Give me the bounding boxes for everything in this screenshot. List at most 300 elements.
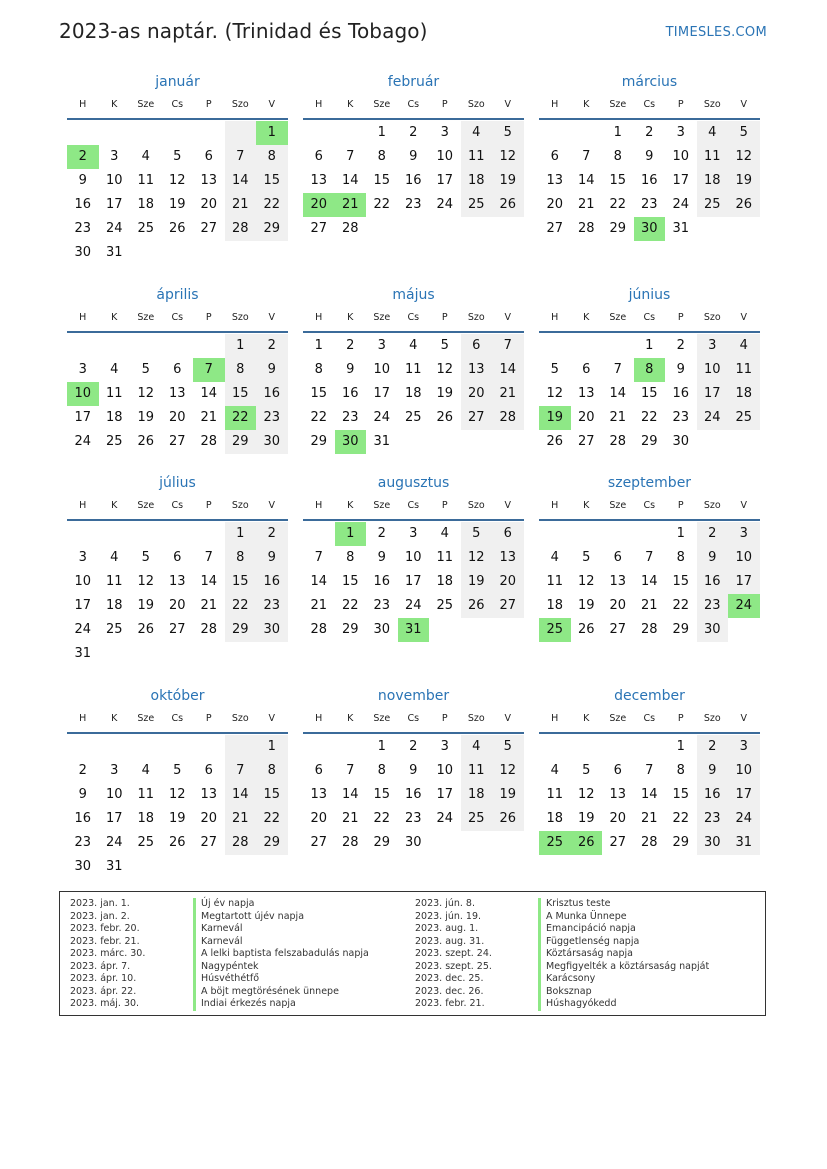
weekday-label: Cs (407, 312, 420, 323)
day-cell: 14 (310, 574, 328, 589)
day-cell: 15 (256, 169, 288, 193)
day-cell: 6 (582, 362, 591, 377)
day-cell: 26 (168, 835, 186, 850)
weekday-label: Szo (703, 99, 721, 110)
day-cell: 21 (640, 811, 658, 826)
day-cell: 27 (492, 594, 524, 618)
day-cell: 24 (728, 807, 760, 831)
day-cell: 10 (672, 149, 690, 164)
month-name: június (628, 287, 671, 303)
day-cell: 26 (577, 622, 595, 637)
day-cell: 29 (225, 618, 257, 642)
day-cell: 30 (697, 618, 729, 642)
day-cell: 21 (492, 382, 524, 406)
empty-day-cell (225, 121, 257, 145)
legend-holiday-name: Karnevál (193, 923, 369, 936)
day-cell: 7 (204, 550, 213, 565)
day-cell: 11 (105, 574, 123, 589)
day-cell: 30 (672, 434, 690, 449)
days-grid (303, 121, 524, 241)
month-name: október (150, 688, 205, 704)
day-cell: 31 (373, 434, 391, 449)
holiday-day-cell: 21 (335, 193, 367, 217)
day-cell: 28 (200, 622, 218, 637)
day-cell: 13 (609, 787, 627, 802)
day-cell: 26 (546, 434, 564, 449)
day-cell: 8 (256, 759, 288, 783)
day-cell: 21 (225, 807, 257, 831)
day-cell: 23 (373, 598, 391, 613)
weekday-label: Szo (231, 312, 249, 323)
legend-holiday-name: Nagypéntek (193, 961, 369, 974)
weekday-label: Sze (373, 312, 391, 323)
brand-link[interactable]: TIMESLES.COM (665, 25, 767, 40)
day-cell: 22 (373, 811, 391, 826)
weekday-label: H (315, 713, 323, 724)
day-cell: 13 (310, 787, 328, 802)
legend-date: 2023. márc. 30. (70, 948, 146, 959)
day-cell: 13 (546, 173, 564, 188)
day-cell: 4 (409, 338, 418, 353)
day-cell: 1 (645, 338, 654, 353)
weekday-label: P (441, 713, 448, 724)
weekday-label: V (740, 500, 747, 511)
day-cell: 6 (314, 763, 323, 778)
empty-day-cell (193, 522, 225, 546)
weekday-label: V (504, 500, 511, 511)
weekday-label: K (111, 713, 118, 724)
day-cell: 23 (74, 835, 92, 850)
day-cell: 13 (310, 173, 328, 188)
legend-date: 2023. jún. 19. (415, 910, 482, 922)
day-cell: 28 (225, 831, 257, 855)
empty-day-cell (193, 334, 225, 358)
empty-day-cell (162, 735, 194, 759)
day-cell: 2 (409, 739, 418, 754)
day-cell: 18 (546, 598, 564, 613)
days-grid (539, 334, 760, 454)
day-cell: 10 (697, 358, 729, 382)
day-cell: 9 (78, 173, 87, 188)
day-cell: 28 (310, 622, 328, 637)
page-title: 2023-as naptár. (Trinidad és Tobago) (59, 19, 428, 43)
day-cell: 16 (74, 197, 92, 212)
day-cell: 18 (105, 410, 123, 425)
day-cell: 29 (609, 221, 627, 236)
day-cell: 16 (341, 386, 359, 401)
day-cell: 6 (613, 550, 622, 565)
day-cell: 5 (173, 149, 182, 164)
day-cell: 25 (105, 434, 123, 449)
day-cell: 8 (676, 550, 685, 565)
day-cell: 8 (225, 546, 257, 570)
weekday-label: V (740, 99, 747, 110)
day-cell: 24 (672, 197, 690, 212)
empty-day-cell (130, 121, 162, 145)
day-cell: 28 (640, 835, 658, 850)
day-cell: 15 (310, 386, 328, 401)
empty-day-cell (539, 735, 571, 759)
month-name: július (159, 475, 196, 491)
legend-date: 2023. szept. 24. (415, 948, 492, 959)
day-cell: 3 (440, 125, 449, 140)
weekday-label: Cs (171, 99, 184, 110)
legend-date: 2023. febr. 21. (70, 935, 140, 947)
empty-day-cell (162, 522, 194, 546)
weekday-header (539, 311, 760, 333)
holiday-day-cell: 31 (398, 618, 430, 642)
day-cell: 20 (492, 570, 524, 594)
day-cell: 17 (436, 173, 454, 188)
legend-date: 2023. jún. 8. (415, 898, 476, 909)
legend-holiday-name: Karnevál (193, 936, 369, 949)
day-cell: 26 (492, 193, 524, 217)
holiday-day-cell: 26 (571, 831, 603, 855)
weekday-label: Cs (171, 500, 184, 511)
day-cell: 27 (609, 835, 627, 850)
day-cell: 13 (200, 173, 218, 188)
legend-date: 2023. aug. 31. (415, 935, 485, 947)
day-cell: 6 (173, 550, 182, 565)
day-cell: 18 (697, 169, 729, 193)
day-cell: 22 (373, 197, 391, 212)
weekday-label: K (583, 500, 590, 511)
day-cell: 9 (409, 763, 418, 778)
day-cell: 22 (672, 811, 690, 826)
day-cell: 15 (609, 173, 627, 188)
day-cell: 28 (492, 406, 524, 430)
day-cell: 12 (436, 362, 454, 377)
weekday-label: V (504, 713, 511, 724)
weekday-label: Cs (643, 312, 656, 323)
holiday-day-cell: 25 (539, 831, 571, 855)
day-cell: 4 (141, 149, 150, 164)
day-cell: 3 (697, 334, 729, 358)
days-grid (539, 522, 760, 642)
day-cell: 22 (609, 197, 627, 212)
day-cell: 11 (697, 145, 729, 169)
day-cell: 26 (461, 594, 493, 618)
weekday-header (67, 712, 288, 734)
day-cell: 22 (640, 410, 658, 425)
day-cell: 5 (141, 550, 150, 565)
day-cell: 22 (310, 410, 328, 425)
empty-day-cell (225, 735, 257, 759)
day-cell: 25 (137, 835, 155, 850)
day-cell: 16 (404, 173, 422, 188)
day-cell: 21 (640, 598, 658, 613)
day-cell: 15 (225, 382, 257, 406)
day-cell: 6 (204, 763, 213, 778)
weekday-label: P (677, 500, 684, 511)
weekday-label: Szo (703, 312, 721, 323)
day-cell: 12 (168, 787, 186, 802)
month-name: április (156, 287, 199, 303)
weekday-label: Szo (703, 713, 721, 724)
days-grid (539, 121, 760, 241)
empty-day-cell (602, 735, 634, 759)
legend-holiday-name: Köztársaság napja (538, 948, 709, 961)
day-cell: 16 (373, 574, 391, 589)
day-cell: 11 (461, 145, 493, 169)
day-cell: 14 (225, 169, 257, 193)
day-cell: 25 (461, 193, 493, 217)
day-cell: 20 (461, 382, 493, 406)
day-cell: 14 (200, 386, 218, 401)
day-cell: 24 (74, 622, 92, 637)
day-cell: 10 (436, 149, 454, 164)
weekday-label: P (205, 99, 212, 110)
holiday-day-cell: 30 (335, 430, 367, 454)
day-cell: 17 (436, 787, 454, 802)
day-cell: 23 (697, 807, 729, 831)
weekday-label: H (551, 99, 559, 110)
day-cell: 10 (728, 546, 760, 570)
legend-date: 2023. febr. 21. (415, 998, 485, 1009)
day-cell: 28 (640, 622, 658, 637)
day-cell: 10 (105, 173, 123, 188)
weekday-label: H (79, 500, 87, 511)
day-cell: 5 (582, 763, 591, 778)
day-cell: 4 (550, 550, 559, 565)
empty-day-cell (571, 735, 603, 759)
day-cell: 5 (141, 362, 150, 377)
day-cell: 26 (137, 622, 155, 637)
empty-day-cell (634, 735, 666, 759)
day-cell: 8 (256, 145, 288, 169)
empty-day-cell (193, 735, 225, 759)
day-cell: 23 (697, 594, 729, 618)
day-cell: 5 (440, 338, 449, 353)
day-cell: 29 (310, 434, 328, 449)
day-cell: 18 (728, 382, 760, 406)
day-cell: 21 (200, 410, 218, 425)
day-cell: 14 (640, 787, 658, 802)
day-cell: 27 (609, 622, 627, 637)
weekday-label: H (315, 500, 323, 511)
day-cell: 1 (256, 735, 288, 759)
day-cell: 26 (137, 434, 155, 449)
day-cell: 18 (137, 811, 155, 826)
day-cell: 6 (173, 362, 182, 377)
day-cell: 1 (225, 334, 257, 358)
day-cell: 15 (256, 783, 288, 807)
day-cell: 5 (582, 550, 591, 565)
weekday-label: Sze (609, 500, 627, 511)
empty-day-cell (162, 334, 194, 358)
weekday-label: H (315, 99, 323, 110)
day-cell: 4 (461, 121, 493, 145)
weekday-label: V (268, 99, 275, 110)
day-cell: 18 (404, 386, 422, 401)
month-name: augusztus (377, 475, 450, 491)
day-cell: 21 (310, 598, 328, 613)
day-cell: 13 (168, 574, 186, 589)
empty-day-cell (67, 121, 99, 145)
legend-names-column-2 (538, 898, 709, 1011)
day-cell: 2 (346, 338, 355, 353)
day-cell: 8 (225, 358, 257, 382)
day-cell: 9 (645, 149, 654, 164)
weekday-label: K (347, 500, 354, 511)
day-cell: 23 (404, 197, 422, 212)
day-cell: 3 (377, 338, 386, 353)
weekday-label: Sze (137, 713, 155, 724)
empty-day-cell (99, 735, 131, 759)
empty-day-cell (130, 522, 162, 546)
day-cell: 26 (728, 193, 760, 217)
day-cell: 7 (346, 763, 355, 778)
weekday-label: K (111, 99, 118, 110)
month-block (539, 286, 760, 454)
empty-day-cell (162, 121, 194, 145)
day-cell: 5 (492, 735, 524, 759)
days-grid (67, 121, 288, 265)
days-grid (539, 735, 760, 855)
empty-day-cell (335, 735, 367, 759)
day-cell: 15 (640, 386, 658, 401)
day-cell: 28 (200, 434, 218, 449)
day-cell: 14 (577, 173, 595, 188)
day-cell: 20 (609, 811, 627, 826)
month-name: szeptember (607, 475, 692, 491)
empty-day-cell (193, 121, 225, 145)
day-cell: 24 (74, 434, 92, 449)
weekday-label: Sze (373, 500, 391, 511)
legend-holiday-name: A lelki baptista felszabadulás napja (193, 948, 369, 961)
legend-holiday-name: Megtartott újév napja (193, 911, 369, 924)
empty-day-cell (130, 735, 162, 759)
day-cell: 23 (341, 410, 359, 425)
day-cell: 28 (341, 835, 359, 850)
weekday-label: Szo (467, 312, 485, 323)
legend-holiday-name: A Munka Ünnepe (538, 911, 709, 924)
day-cell: 7 (314, 550, 323, 565)
day-cell: 21 (609, 410, 627, 425)
day-cell: 3 (728, 522, 760, 546)
day-cell: 30 (373, 622, 391, 637)
day-cell: 3 (409, 526, 418, 541)
day-cell: 1 (377, 739, 386, 754)
day-cell: 1 (314, 338, 323, 353)
day-cell: 15 (341, 574, 359, 589)
legend-holiday-name: Boksznap (538, 986, 709, 999)
days-grid (303, 735, 524, 855)
weekday-label: H (79, 312, 87, 323)
days-grid (303, 334, 524, 454)
day-cell: 27 (461, 406, 493, 430)
weekday-label: V (268, 500, 275, 511)
month-block (539, 687, 760, 855)
day-cell: 19 (577, 598, 595, 613)
day-cell: 25 (404, 410, 422, 425)
day-cell: 11 (105, 386, 123, 401)
day-cell: 19 (461, 570, 493, 594)
holiday-day-cell: 30 (634, 217, 666, 241)
days-grid (67, 334, 288, 454)
month-name: november (377, 688, 450, 704)
day-cell: 29 (672, 835, 690, 850)
day-cell: 7 (492, 334, 524, 358)
day-cell: 7 (613, 362, 622, 377)
empty-day-cell (602, 334, 634, 358)
legend-holiday-name: Karácsony (538, 973, 709, 986)
weekday-header (539, 98, 760, 120)
day-cell: 11 (546, 574, 564, 589)
legend-date: 2023. febr. 20. (70, 923, 140, 934)
day-cell: 23 (256, 406, 288, 430)
day-cell: 12 (492, 145, 524, 169)
day-cell: 19 (492, 169, 524, 193)
day-cell: 25 (461, 807, 493, 831)
day-cell: 31 (105, 859, 123, 874)
holiday-day-cell: 20 (303, 193, 335, 217)
legend-holiday-name: Indiai érkezés napja (193, 998, 369, 1011)
day-cell: 27 (200, 221, 218, 236)
day-cell: 12 (168, 173, 186, 188)
day-cell: 10 (404, 550, 422, 565)
month-block (303, 73, 524, 241)
day-cell: 19 (137, 598, 155, 613)
day-cell: 17 (74, 410, 92, 425)
empty-day-cell (602, 522, 634, 546)
holiday-day-cell: 1 (335, 522, 367, 546)
day-cell: 28 (577, 221, 595, 236)
day-cell: 4 (110, 362, 119, 377)
day-cell: 18 (105, 598, 123, 613)
day-cell: 6 (461, 334, 493, 358)
month-block (67, 73, 288, 265)
weekday-label: Szo (467, 713, 485, 724)
month-name: március (621, 74, 678, 90)
day-cell: 9 (697, 759, 729, 783)
month-block (539, 474, 760, 642)
day-cell: 27 (546, 221, 564, 236)
day-cell: 29 (225, 430, 257, 454)
day-cell: 5 (550, 362, 559, 377)
day-cell: 21 (577, 197, 595, 212)
empty-day-cell (539, 334, 571, 358)
legend-date: 2023. aug. 1. (415, 923, 479, 934)
day-cell: 26 (168, 221, 186, 236)
day-cell: 9 (256, 546, 288, 570)
day-cell: 13 (492, 546, 524, 570)
day-cell: 11 (461, 759, 493, 783)
day-cell: 7 (645, 763, 654, 778)
day-cell: 14 (341, 173, 359, 188)
weekday-label: V (268, 312, 275, 323)
weekday-label: P (441, 500, 448, 511)
month-name: december (614, 688, 685, 704)
day-cell: 23 (404, 811, 422, 826)
day-cell: 9 (377, 550, 386, 565)
day-cell: 14 (225, 783, 257, 807)
day-cell: 12 (492, 759, 524, 783)
day-cell: 12 (137, 574, 155, 589)
weekday-header (67, 311, 288, 333)
day-cell: 27 (577, 434, 595, 449)
day-cell: 17 (373, 386, 391, 401)
day-cell: 29 (373, 835, 391, 850)
weekday-header (303, 712, 524, 734)
empty-day-cell (67, 735, 99, 759)
day-cell: 3 (78, 362, 87, 377)
weekday-label: Sze (609, 312, 627, 323)
legend-date: 2023. dec. 26. (415, 985, 484, 997)
day-cell: 5 (492, 121, 524, 145)
day-cell: 12 (728, 145, 760, 169)
day-cell: 22 (225, 594, 257, 618)
